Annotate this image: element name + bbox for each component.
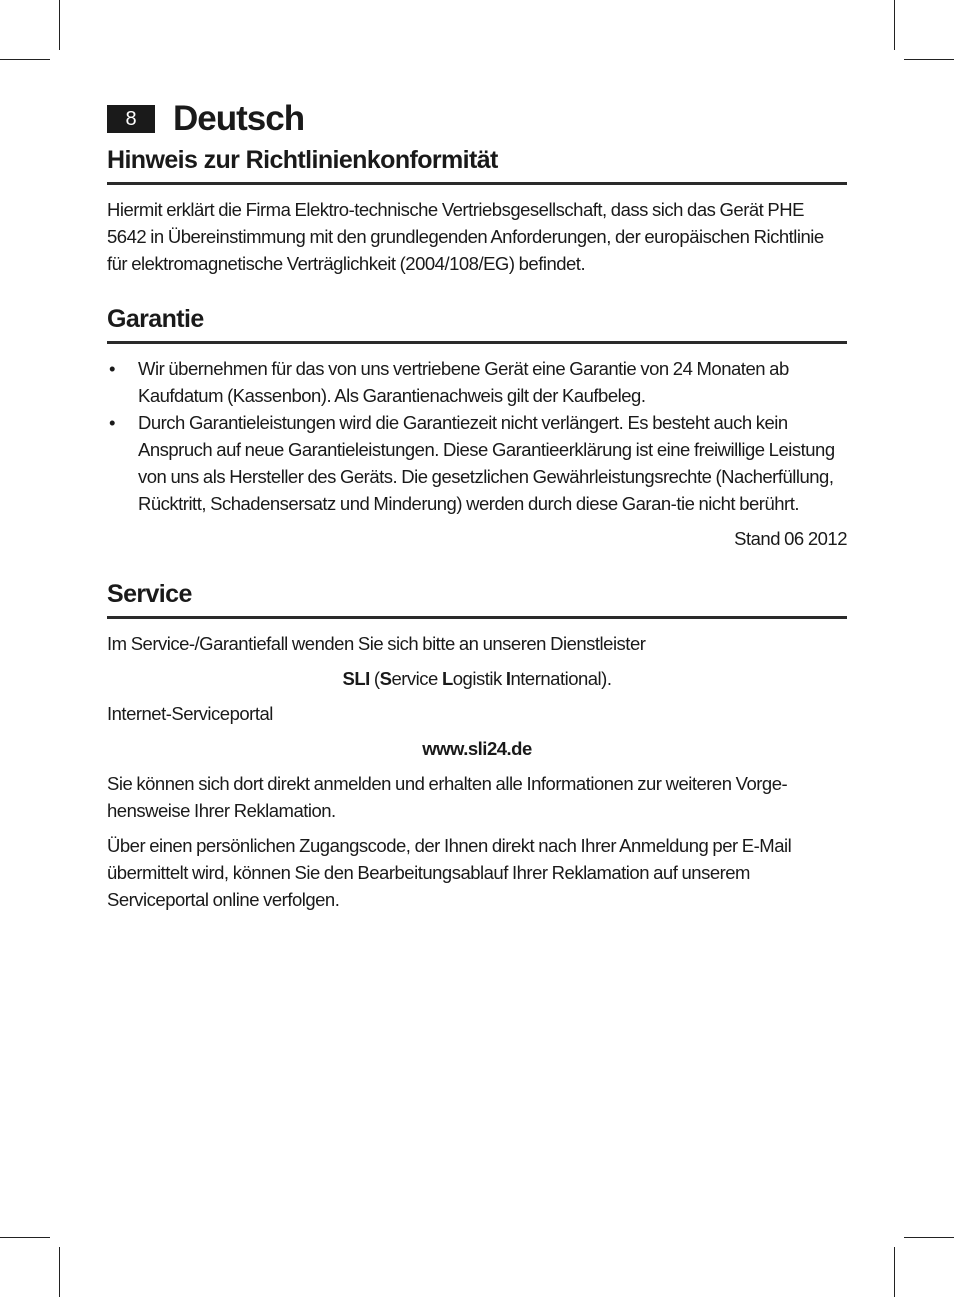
sli-word-logistik: ogistik xyxy=(452,668,506,689)
service-text-login: Sie können sich dort direkt anmelden und erhalten alle Informationen zur weiteren Vorge-hensweise Ihrer Reklamation. xyxy=(107,773,788,821)
crop-mark xyxy=(894,1247,895,1297)
sli-word-international: nternational). xyxy=(510,668,612,689)
warranty-list xyxy=(107,355,847,517)
crop-mark xyxy=(0,1237,50,1238)
page-header xyxy=(107,100,847,138)
service-intro: Im Service-/Garantiefall wenden Sie sich bitte an unseren Dienstleister xyxy=(107,633,646,654)
section-title-warranty: Garantie xyxy=(107,305,847,344)
sli-letter-i: I xyxy=(505,668,511,689)
list-item xyxy=(107,409,847,517)
sli-letter-l: L xyxy=(441,668,453,689)
crop-mark xyxy=(0,59,50,60)
bullet-icon: • xyxy=(109,358,115,379)
service-provider-name xyxy=(107,665,847,692)
crop-mark xyxy=(904,1237,954,1238)
sli-word-service: ervice xyxy=(391,668,442,689)
crop-mark xyxy=(59,0,60,50)
sli-paren: ( xyxy=(369,668,380,689)
warranty-stand-date: Stand 06 2012 xyxy=(734,528,847,549)
warranty-item-text: Durch Garantieleistungen wird die Garantiezeit nicht verlängert. Es besteht auch kein Anspruch auf neue Garantieleistungen. Diese Garantieerklärung ist eine freiwillige Leistung von uns als Hersteller des Geräts. Die gesetzlichen Gewährleistungsrechte (Nacherfüllung, Rücktritt, Schadensersatz und Minderung) werden durch diese Garan-tie nicht berührt. xyxy=(138,412,835,514)
section-title-conformity: Hinweis zur Richtlinienkonformität xyxy=(107,146,847,185)
page-content xyxy=(107,100,847,913)
page-language-title: Deutsch xyxy=(173,99,305,138)
section-title-service: Service xyxy=(107,580,847,619)
bullet-icon: • xyxy=(109,412,115,433)
crop-mark xyxy=(904,59,954,60)
crop-mark xyxy=(59,1247,60,1297)
crop-mark xyxy=(894,0,895,50)
warranty-item-text: Wir übernehmen für das von uns vertriebene Gerät eine Garantie von 24 Monaten ab Kaufdatum (Kassenbon). Als Garantienachweis gilt der Kaufbeleg. xyxy=(138,358,789,406)
service-portal-label: Internet-Serviceportal xyxy=(107,703,273,724)
list-item xyxy=(107,355,847,409)
service-url-text[interactable]: www.sli24.de xyxy=(422,738,532,759)
sli-letter-s: S xyxy=(379,668,392,689)
conformity-text: Hiermit erklärt die Firma Elektro-technische Vertriebsgesellschaft, dass sich das Gerät PHE 5642 in Übereinstimmung mit den grundlegenden Anforderungen, der europäischen Richtlinie für elektromagnetische Verträglichkeit (2004/108/EG) befindet. xyxy=(107,199,824,274)
sli-abbr: SLI xyxy=(342,668,370,689)
page-number: 8 xyxy=(107,105,155,133)
service-text-tracking: Über einen persönlichen Zugangscode, der Ihnen direkt nach Ihrer Anmeldung per E-Mail übermittelt wird, können Sie den Bearbeitungsablauf Ihrer Reklamation auf unserem Serviceportal online verfolgen. xyxy=(107,835,792,910)
service-url[interactable] xyxy=(107,735,847,762)
